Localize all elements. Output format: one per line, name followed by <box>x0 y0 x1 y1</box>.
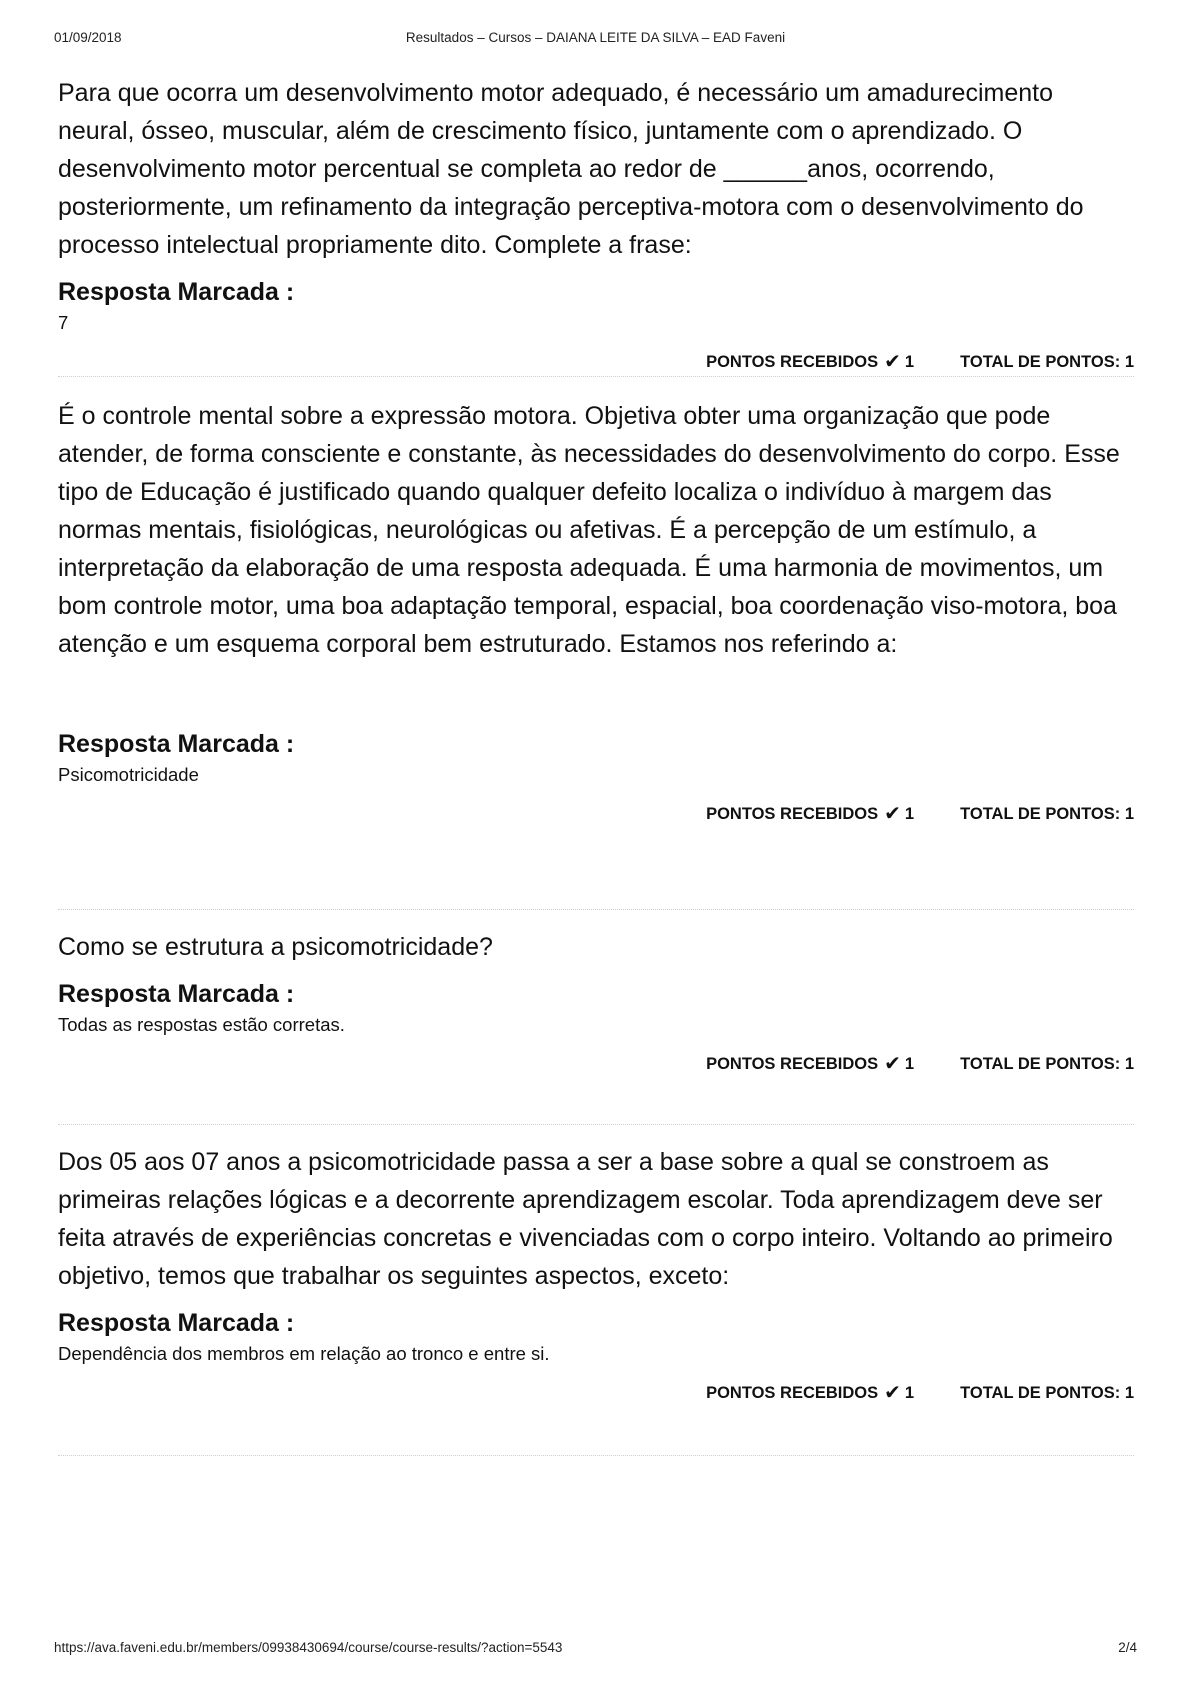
total-points <box>960 1384 1134 1403</box>
total-points-label: TOTAL DE PONTOS: <box>960 1383 1121 1402</box>
answer-value: Psicomotricidade <box>58 764 199 785</box>
points-row <box>58 1052 1134 1076</box>
print-page-title: Resultados – Cursos – DAIANA LEITE DA SILVA – EAD Faveni <box>405 30 786 45</box>
answer-label: Resposta Marcada : <box>58 278 295 306</box>
total-points-value: 1 <box>1124 1054 1134 1073</box>
answer-label: Resposta Marcada : <box>58 980 295 1008</box>
total-points-value: 1 <box>1124 804 1134 823</box>
total-points <box>960 353 1134 372</box>
points-received-value: 1 <box>904 1383 915 1402</box>
question-text: Como se estrutura a psicomotricidade? <box>58 933 493 961</box>
check-icon: ✔ <box>884 803 901 825</box>
page-url: https://ava.faveni.edu.br/members/09938430694/course/course-results/?action=5543 <box>54 1640 563 1655</box>
total-points-label: TOTAL DE PONTOS: <box>960 1054 1121 1073</box>
question-block <box>58 74 1134 377</box>
points-received <box>706 804 914 824</box>
points-received <box>706 1383 914 1403</box>
points-received-value: 1 <box>904 804 915 823</box>
points-received-value: 1 <box>904 352 915 371</box>
print-footer <box>0 1640 1191 1660</box>
points-received-label: PONTOS RECEBIDOS <box>706 804 879 823</box>
answer-value: 7 <box>58 312 69 333</box>
total-points <box>960 805 1134 824</box>
question-block <box>58 1143 1134 1456</box>
question-text: Para que ocorra um desenvolvimento motor adequado, é necessário um amadurecimento neural, ósseo, muscular, além de crescimento físico, juntamente com o aprendizado. O desenvolvimento motor percentual se completa ao redor de ______anos, ocorrendo, posteriormente, um refinamento da integração perceptiva-motora com o desenvolvimento do processo intelectual propriamente dito. Complete a frase: <box>58 79 1084 259</box>
points-received-label: PONTOS RECEBIDOS <box>706 352 879 371</box>
question-text: Dos 05 aos 07 anos a psicomotricidade passa a ser a base sobre a qual se constroem as primeiras relações lógicas e a decorrente aprendizagem escolar. Toda aprendizagem deve ser feita através de experiências concretas e vivenciadas com o corpo inteiro. Voltando ao primeiro objetivo, temos que trabalhar os seguintes aspectos, exceto: <box>58 1148 1113 1290</box>
points-row <box>58 802 1134 826</box>
total-points <box>960 1055 1134 1074</box>
points-received <box>706 352 914 372</box>
points-received-label: PONTOS RECEBIDOS <box>706 1054 879 1073</box>
answer-value: Todas as respostas estão corretas. <box>58 1014 345 1035</box>
points-row <box>58 350 1134 374</box>
question-text: É o controle mental sobre a expressão motora. Objetiva obter uma organização que pode atender, de forma consciente e constante, às necessidades do desenvolvimento do corpo. Esse tipo de Educação é justificado quando qualquer defeito localiza o indivíduo à margem das normas mentais, fisiológicas, neurológicas ou afetivas. É a percepção de um estímulo, a interpretação da elaboração de uma resposta adequada. É uma harmonia de movimentos, um bom controle motor, uma boa adaptação temporal, espacial, boa coordenação viso-motora, boa atenção e um esquema corporal bem estruturado. Estamos nos referindo a: <box>58 402 1120 658</box>
total-points-label: TOTAL DE PONTOS: <box>960 804 1121 823</box>
check-icon: ✔ <box>884 1053 901 1075</box>
points-received-label: PONTOS RECEBIDOS <box>706 1383 879 1402</box>
total-points-value: 1 <box>1124 352 1134 371</box>
answer-label: Resposta Marcada : <box>58 730 295 758</box>
print-header <box>0 30 1191 50</box>
points-received-value: 1 <box>904 1054 915 1073</box>
check-icon: ✔ <box>884 1382 901 1404</box>
check-icon: ✔ <box>884 351 901 373</box>
question-block <box>58 397 1134 910</box>
question-block <box>58 928 1134 1125</box>
results-list <box>58 74 1134 1456</box>
answer-label: Resposta Marcada : <box>58 1309 295 1337</box>
points-received <box>706 1054 914 1074</box>
print-date: 01/09/2018 <box>54 30 122 45</box>
answer-value: Dependência dos membros em relação ao tronco e entre si. <box>58 1343 550 1364</box>
page-number: 2/4 <box>1118 1640 1137 1655</box>
total-points-label: TOTAL DE PONTOS: <box>960 352 1121 371</box>
points-row <box>58 1381 1134 1405</box>
total-points-value: 1 <box>1124 1383 1134 1402</box>
